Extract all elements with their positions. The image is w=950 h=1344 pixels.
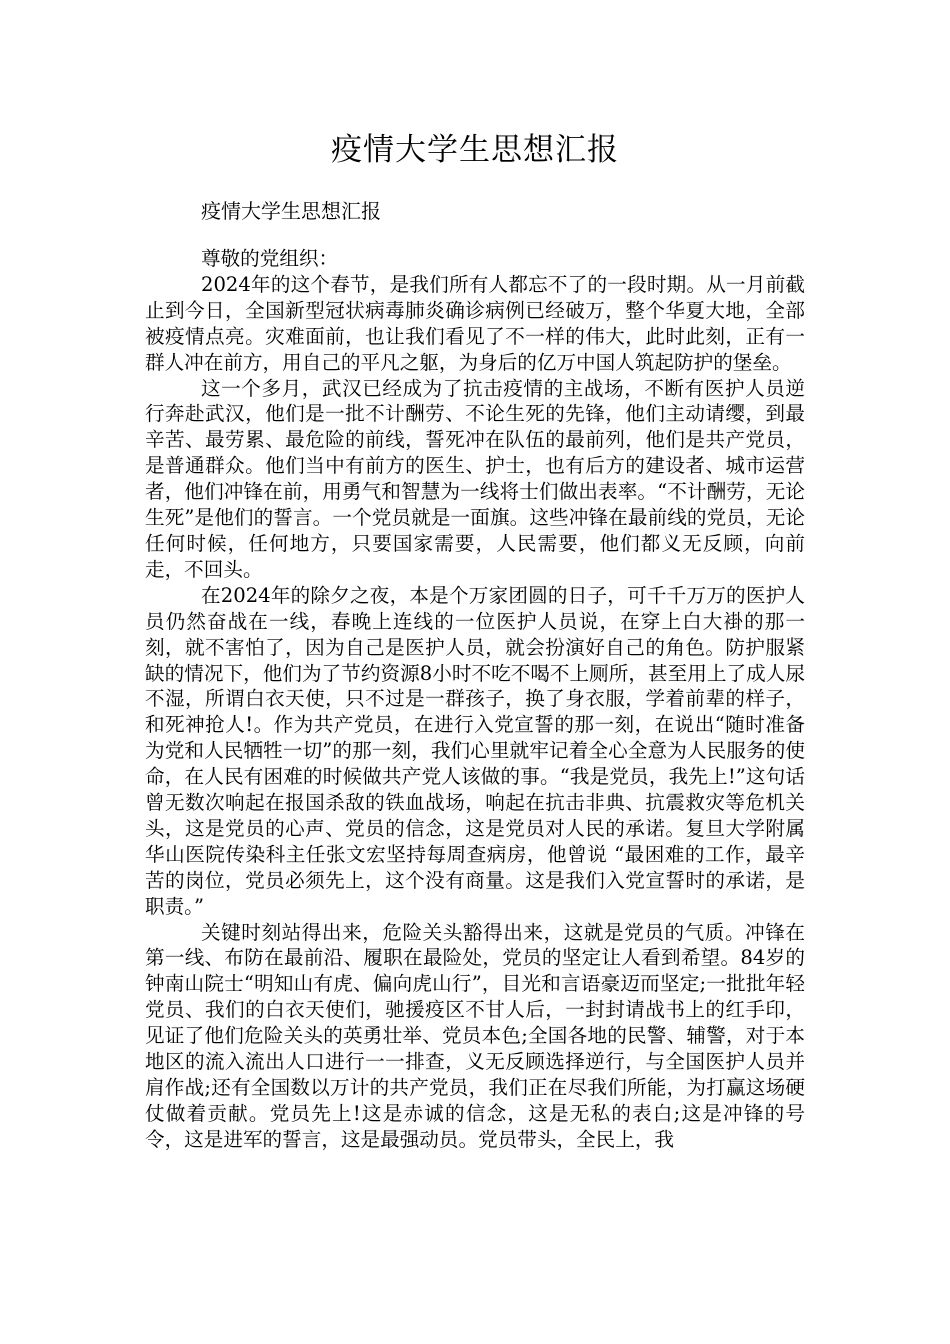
document-title: 疫情大学生思想汇报 bbox=[331, 132, 619, 168]
document-subtitle: 疫情大学生思想汇报 bbox=[201, 199, 381, 223]
paragraph-4: 关键时刻站得出来，危险关头豁得出来，这就是党员的气质。冲锋在第一线、布防在最前沿、履职在最险处，党员的坚定让人看到希望。84岁的钟南山院士“明知山有虎、偏向虎山行”，目光和言语豪迈而坚定;一批批年轻党员、我们的白衣天使们，驰援疫区不甘人后，一封封请战书上的红手印，见证了他们危险关头的英勇壮举、党员本色;全国各地的民警、辅警，对于本地区的流入流出人口进行一一排查，义无反顾选择逆行，与全国医护人员并肩作战;还有全国数以万计的共产党员，我们正在尽我们所能，为打赢这场硬仗做着贡献。党员先上!这是赤诚的信念，这是无私的表白;这是冲锋的号令，这是进军的誓言，这是最强动员。党员带头，全民上，我 bbox=[145, 920, 805, 1151]
paragraph-1: 2024年的这个春节，是我们所有人都忘不了的一段时期。从一月前截止到今日，全国新型冠状病毒肺炎确诊病例已经破万，整个华夏大地，全部被疫情点亮。灾难面前，也让我们看见了不一样的伟大，此时此刻，正有一群人冲在前方，用自己的平凡之躯，为身后的亿万中国人筑起防护的堡垒。 bbox=[145, 272, 805, 374]
paragraph-3: 在2024年的除夕之夜，本是个万家团圆的日子，可千千万万的医护人员仍然奋战在一线，春晚上连线的一位医护人员说，在穿上白大褂的那一刻，就不害怕了，因为自己是医护人员，就会扮演好自己的角色。防护服紧缺的情况下，他们为了节约资源8小时不吃不喝不上厕所，甚至用上了成人尿不湿，所谓白衣天使，只不过是一群孩子，换了身衣服，学着前辈的样子，和死神抢人!。作为共产党员，在进行入党宣誓的那一刻，在说出“随时准备为党和人民牺牲一切”的那一刻，我们心里就牢记着全心全意为人民服务的使命，在人民有困难的时候做共产党人该做的事。“我是党员，我先上!”这句话曾无数次响起在报国杀敌的铁血战场，响起在抗击非典、抗震救灾等危机关头，这是党员的心声、党员的信念，这是党员对人民的承诺。复旦大学附属华山医院传染科主任张文宏坚持每周查病房，他曾说 “最困难的工作，最辛苦的岗位，党员必须先上，这个没有商量。这是我们入党宣誓时的承诺，是职责。” bbox=[145, 583, 805, 918]
paragraph-2: 这一个多月，武汉已经成为了抗击疫情的主战场，不断有医护人员逆行奔赴武汉，他们是一批不计酬劳、不论生死的先锋，他们主动请缨，到最辛苦、最劳累、最危险的前线，誓死冲在队伍的最前列，他们是共产党员，是普通群众。他们当中有前方的医生、护士，也有后方的建设者、城市运营者，他们冲锋在前，用勇气和智慧为一线将士们做出表率。“不计酬劳，无论生死”是他们的誓言。一个党员就是一面旗。这些冲锋在最前线的党员，无论任何时候，任何地方，只要国家需要，人民需要，他们都义无反顾，向前走，不回头。 bbox=[145, 376, 805, 581]
document-body bbox=[145, 246, 805, 1153]
salutation: 尊敬的党组织： bbox=[201, 247, 339, 270]
